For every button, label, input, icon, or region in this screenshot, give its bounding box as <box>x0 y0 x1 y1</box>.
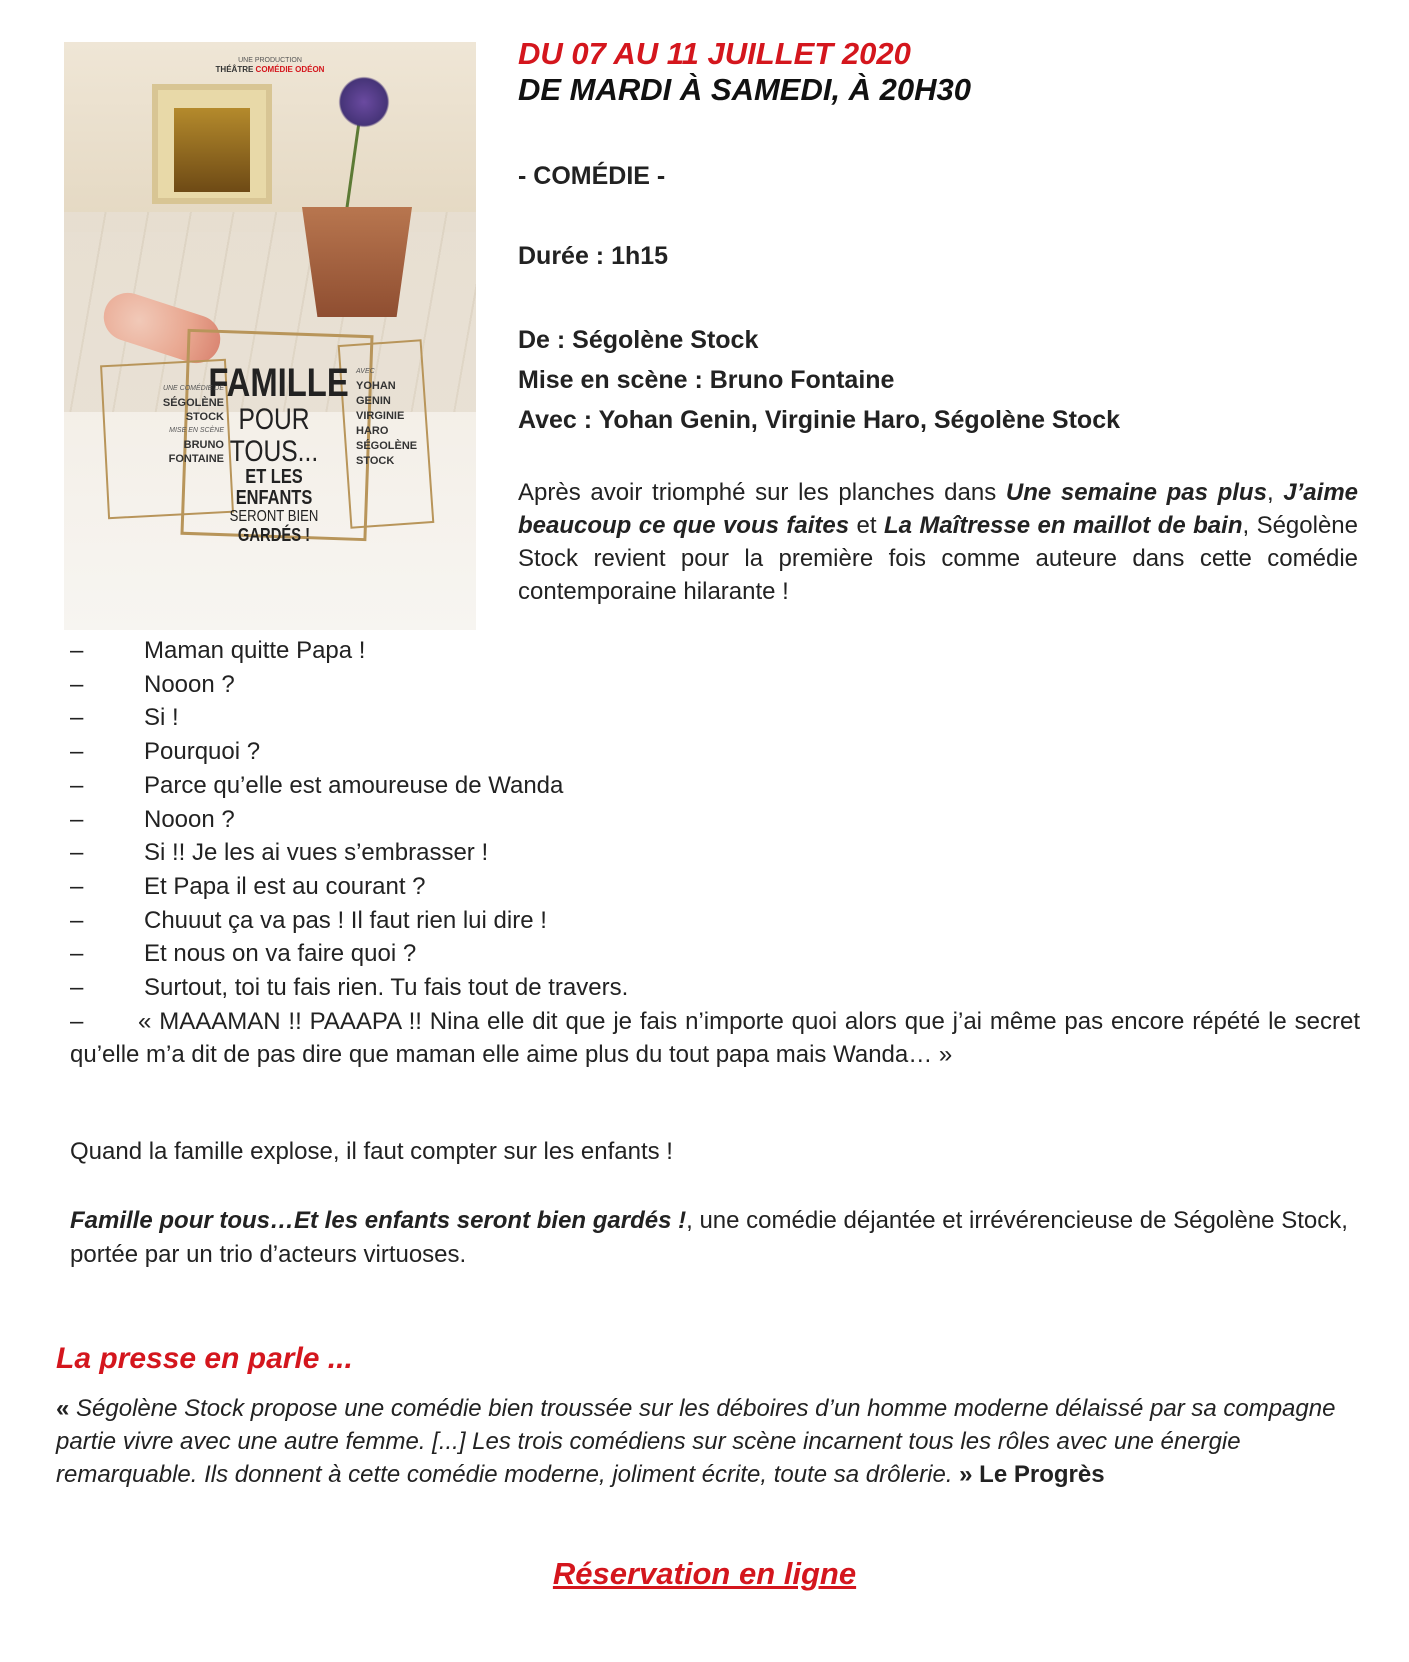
poster-title-line: SERONT BIEN <box>229 508 319 525</box>
poster-credit-name: SÉGOLÈNE <box>356 440 418 452</box>
dialogue-line: – Surtout, toi tu fais rien. Tu fais tout de travers. <box>70 974 629 1002</box>
poster-flower-pot <box>302 207 412 317</box>
poster-title-line: POUR TOUS... <box>229 403 319 468</box>
tagline: Quand la famille explose, il faut compter sur les enfants ! <box>70 1138 673 1165</box>
poster-credit-name: HARO <box>356 425 389 437</box>
intro-paragraph: Après avoir triomphé sur les planches dans Une semaine pas plus, J’aime beaucoup ce que vous faites et La Maîtresse en maillot de bain, Ségolène Stock revient pour la première fois comme auteure dans cette comédie contemporaine hilarante ! <box>518 479 1358 605</box>
dialogue <box>70 634 1360 1072</box>
dialogue-line: – Nooon ? <box>70 670 235 698</box>
poster-credit-name: VIRGINIE <box>356 410 405 422</box>
event-date-range: DU 07 AU 11 JUILLET 2020 <box>518 36 911 71</box>
dialogue-line: – Pourquoi ? <box>70 738 261 766</box>
poster-production-name: THÉÂTRE COMÉDIE ODÉON <box>215 65 325 74</box>
reservation-link[interactable]: Réservation en ligne <box>552 1556 857 1591</box>
poster-credit-name: BRUNO <box>183 439 224 451</box>
event-credits <box>518 320 1120 440</box>
poster-credit-name: STOCK <box>356 455 395 467</box>
dialogue-line: – Maman quitte Papa ! <box>70 637 366 664</box>
poster-title <box>208 361 349 545</box>
poster-credit-label: UNE COMÉDIE DE <box>162 385 224 392</box>
event-genre: - COMÉDIE - <box>518 162 666 190</box>
poster-credit-label: MISE EN SCÈNE <box>169 427 224 434</box>
poster-credit-name: YOHAN <box>356 380 396 392</box>
poster-flowers <box>334 72 394 132</box>
event-dates <box>518 36 971 108</box>
dialogue-line-last: – « MAAAMAN !! PAAAPA !! Nina elle dit que je fais n’importe quoi alors que j’ai même pas encore répété le secret qu’elle m’a dit de pas dire que maman elle aime plus du tout papa mais Wanda… » <box>70 1007 1360 1069</box>
poster-credits-right <box>356 364 426 469</box>
dialogue-line: – Si !! Je les ai vues s’embrasser ! <box>70 839 489 867</box>
poster-title-line: ET LES ENFANTS <box>235 466 313 509</box>
poster-credit-label: AVEC <box>356 368 375 375</box>
poster-title-line: FAMILLE <box>208 361 349 405</box>
event-cast: Avec : Yohan Genin, Virginie Haro, Ségolène Stock <box>518 406 1121 434</box>
closing-paragraph: Famille pour tous…Et les enfants seront bien gardés !, une comédie déjantée et irrévérencieuse de Ségolène Stock, portée par un trio d’acteurs virtuoses. <box>70 1207 1348 1268</box>
poster-production <box>64 56 476 74</box>
poster-credit-name: STOCK <box>185 411 224 423</box>
poster-credit-name: SÉGOLÈNE <box>162 397 224 409</box>
poster-title-line: GARDÉS ! <box>237 524 311 545</box>
poster-production-label: UNE PRODUCTION <box>238 57 302 64</box>
press-heading: La presse en parle ... <box>56 1342 353 1375</box>
poster-credit-name: FONTAINE <box>168 453 224 465</box>
poster-credit-name: GENIN <box>356 395 391 407</box>
reservation-container <box>0 1556 1409 1592</box>
poster-fireplace <box>152 84 272 204</box>
dialogue-line: – Chuuut ça va pas ! Il faut rien lui dire ! <box>70 906 547 934</box>
event-schedule: DE MARDI À SAMEDI, À 20H30 <box>518 72 972 107</box>
dialogue-line: – Parce qu’elle est amoureuse de Wanda <box>70 771 564 799</box>
event-duration: Durée : 1h15 <box>518 242 669 270</box>
dialogue-line: – Et Papa il est au courant ? <box>70 872 426 900</box>
poster-credits-left <box>104 382 224 466</box>
dialogue-line: – Et nous on va faire quoi ? <box>70 940 417 968</box>
show-poster <box>64 42 476 630</box>
press-quote: « Ségolène Stock propose une comédie bien troussée sur les déboires d’un homme moderne délaissé par sa compagne partie vivre avec une autre femme. [...] Les trois comédiens sur scène incarnent tous les rôles avec une énergie remarquable. Ils donnent à cette comédie moderne, joliment écrite, toute sa drôlerie. » Le Progrès <box>56 1395 1336 1488</box>
event-director: Mise en scène : Bruno Fontaine <box>518 366 895 394</box>
dialogue-line: – Nooon ? <box>70 805 235 833</box>
dialogue-line: – Si ! <box>70 704 179 732</box>
event-author: De : Ségolène Stock <box>518 326 759 354</box>
